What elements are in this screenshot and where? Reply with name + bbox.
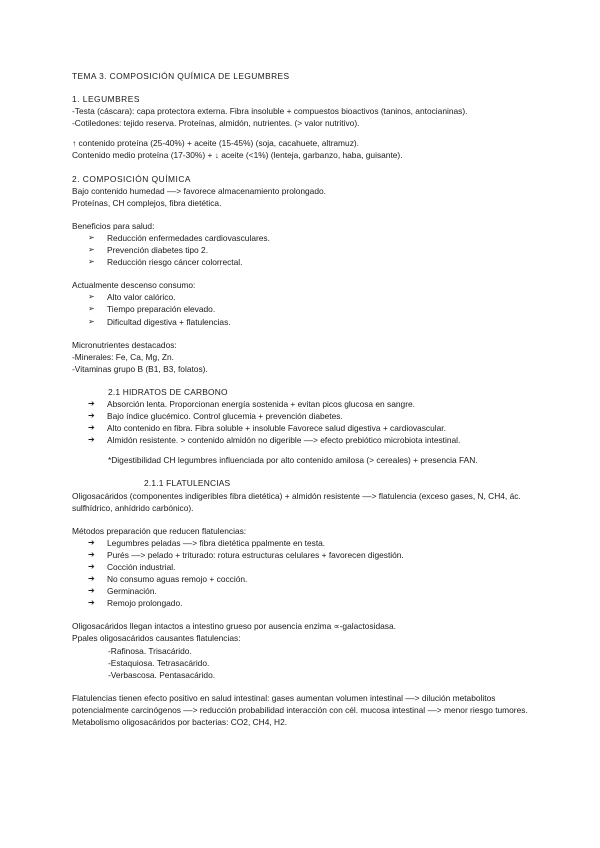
cause-rafinosa: -Rafinosa. Trisacárido. [108,645,192,656]
triangle-bullet-icon: ➢ [88,232,95,242]
arrow-bullet-icon: ➔ [88,598,95,608]
causes-title: Ppales oligosacáridos causantes flatulencias: [72,633,241,644]
list-item: ➔ Bajo índice glucémico. Control glucemia + prevención diabetes. [88,411,343,422]
benefits-title: Beneficios para salud: [72,220,155,231]
arrow-bullet-icon: ➔ [88,398,95,408]
arrow-bullet-icon: ➔ [88,562,95,571]
components-line: Proteínas, CH complejos, fibra dietética. [72,197,222,208]
list-item: ➢ Prevención diabetes tipo 2. [88,245,209,256]
carbohydrates-list [72,398,540,446]
humidity-line: Bajo contenido humedad ––> favorece almacenamiento prolongado. [72,185,326,196]
document-title: TEMA 3. COMPOSICIÓN QUÍMICA DE LEGUMBRES [72,71,290,81]
medium-protein-line: Contenido medio proteína (17-30%) + ↓ aceite (<1%) (lenteja, garbanzo, haba, guisante). [72,150,403,161]
list-item: ➔ Germinación. [88,586,157,597]
list-item: ➔ Cocción industrial. [88,562,176,572]
positive-effect-paragraph: Flatulencias tienen efecto positivo en salud intestinal: gases aumentan volumen intestinal ––> dilución metabolitos potencialmente carcinógenos ––> reducción probabilidad interacción con cél. mucosa intestinal ––> menor riesgo tumores. [72,692,528,715]
triangle-bullet-icon: ➢ [88,245,95,255]
methods-list [72,537,540,610]
testa-line: -Testa (cáscara): capa protectora externa. Fibra insoluble + compuestos bioactivos (taninos, antocianinas). [72,106,468,117]
decline-title: Actualmente descenso consumo: [72,280,196,291]
arrow-bullet-icon: ➔ [88,549,95,559]
list-item: ➔ No consumo aguas remojo + cocción. [88,574,248,585]
list-item: ➔ Alto contenido en fibra. Fibra soluble + insoluble Favorece salud digestiva + cardiovascular. [88,423,446,434]
arrow-bullet-icon: ➔ [88,574,95,584]
triangle-bullet-icon: ➢ [88,304,95,314]
triangle-bullet-icon: ➢ [88,257,95,267]
arrow-bullet-icon: ➔ [88,586,95,596]
arrow-bullet-icon: ➔ [88,411,95,421]
list-item: ➢ Dificultad digestiva + flatulencias. [88,316,231,327]
minerals-line: -Minerales: Fe, Ca, Mg, Zn. [72,351,174,362]
arrow-bullet-icon: ➔ [88,423,95,433]
micronutrients-title: Micronutrientes destacados: [72,339,177,350]
benefits-list [72,232,540,268]
oligosaccharides-paragraph: Oligosacáridos (componentes indigeribles fibra dietética) + almidón resistente ––> flatulencia (exceso gases, N, CH4, ác. sulfhídrico, anhídrido carbónico). [72,490,521,513]
triangle-bullet-icon: ➢ [88,292,95,302]
list-item: ➢ Reducción riesgo cáncer colorrectal. [88,257,243,268]
section-2-1-1-heading: 2.1.1 FLATULENCIAS [144,478,231,489]
high-protein-line: ↑ contenido proteína (25-40%) + aceite (15-45%) (soja, cacahuete, altramuz). [72,138,359,149]
section-1-heading: 1. LEGUMBRES [72,94,140,105]
arrow-bullet-icon: ➔ [88,537,95,547]
methods-title: Métodos preparación que reducen flatulencias: [72,525,247,536]
list-item: ➔ Absorción lenta. Proporcionan energía sostenida + evitan picos glucosa en sangre. [88,398,415,409]
list-item: ➔ Remojo prolongado. [88,598,183,609]
vitamins-line: -Vitaminas grupo B (B1, B3, folatos). [72,363,208,374]
list-item: ➔ Purés ––> pelado + triturado: rotura estructuras celulares + favorecen digestión. [88,549,404,560]
list-item: ➔ Almidón resistente. > contenido almidón no digerible ––> efecto prebiótico microbiota intestinal. [88,435,461,446]
arrow-bullet-icon: ➔ [88,435,95,445]
digestibility-note: *Digestibilidad CH legumbres influenciada por alto contenido amilosa (> cereales) + presencia FAN. [108,455,478,466]
list-item: ➢ Alto valor calórico. [88,292,176,303]
metabolism-line: Metabolismo oligosacáridos por bacterias: CO2, CH4, H2. [72,717,288,728]
cause-estaquiosa: -Estaquiosa. Tetrasacárido. [108,657,210,668]
decline-list [72,291,540,327]
list-item: ➔ Legumbres peladas ––> fibra dietética ppalmente en testa. [88,537,326,548]
section-2-1-heading: 2.1 HIDRATOS DE CARBONO [108,386,228,397]
triangle-bullet-icon: ➢ [88,316,95,326]
section-2-heading: 2. COMPOSICIÓN QUÍMICA [72,173,191,184]
list-item: ➢ Reducción enfermedades cardiovasculares. [88,232,270,243]
cause-verbascosa: -Verbascosa. Pentasacárido. [108,669,216,680]
intact-line: Oligosacáridos llegan intactos a intestino grueso por ausencia enzima ∝-galactosidasa. [72,621,396,632]
cotiledones-line: -Cotiledones: tejido reserva. Proteínas, almidón, nutrientes. (> valor nutritivo). [72,118,360,129]
list-item: ➢ Tiempo preparación elevado. [88,304,216,315]
